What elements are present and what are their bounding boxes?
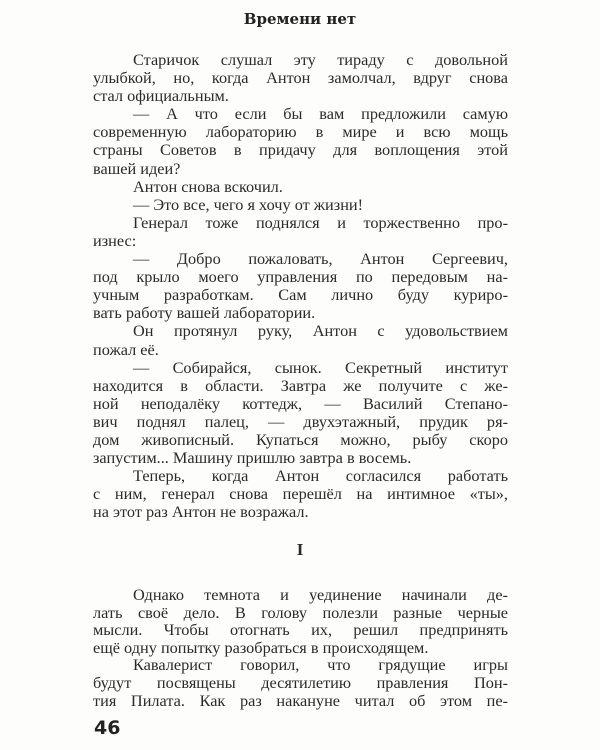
- text-line: — Добро пожаловать, Антон Сергеевич,: [133, 249, 508, 269]
- text-line: находится в области. Завтра же получите с же-: [93, 375, 508, 395]
- text-line: Теперь, когда Антон согласился работать: [133, 466, 508, 486]
- text-line: — А что если бы вам предложили самую: [133, 104, 508, 124]
- text-line: пожал её.: [93, 339, 159, 359]
- text-line: с ним, генерал снова перешёл на интимное «ты»,: [93, 484, 508, 504]
- text-line: лать своё дело. В голову полезли разные черные: [93, 602, 508, 622]
- text-line: на этот раз Антон не возражал.: [93, 502, 309, 522]
- text-line: вать работу вашей лаборатории.: [93, 303, 316, 323]
- text-line: под крыло моего управления по передовым на-: [93, 267, 508, 287]
- text-line: мысли. Чтобы отогнать их, решил предпринять: [93, 620, 508, 640]
- text-line: будут посвящены десятилетию правления Пон-: [93, 672, 508, 692]
- text-line: запустим... Машину пришлю завтра в восемь.: [93, 448, 412, 468]
- text-line: Однако темнота и уединение начинали де-: [133, 585, 508, 604]
- text-line: тия Пилата. Как раз накануне читал об этом пе-: [93, 690, 508, 710]
- text-line: Кавалерист говорил, что грядущие игры: [133, 655, 508, 675]
- text-line: — Собирайся, сынок. Секретный институт: [133, 357, 508, 377]
- text-line: учным разработкам. Сам лично буду куриро-: [93, 285, 508, 305]
- text-line: вич поднял палец, — двухэтажный, прудик ря-: [93, 411, 508, 431]
- text-line: ещё одну попытку разобраться в происходящем.: [93, 637, 429, 657]
- page-number: 46: [94, 717, 121, 739]
- text-line: ной неподалёку коттедж, — Василий Степано-: [93, 393, 508, 413]
- section-mark: I: [296, 540, 304, 559]
- text-line: Он протянул руку, Антон с удовольствием: [133, 321, 508, 341]
- text-line: Антон снова вскочил.: [133, 176, 283, 196]
- text-line: изнес:: [93, 230, 137, 250]
- text-line: вашей идеи?: [93, 158, 181, 178]
- text-line: Генерал тоже поднялся и торжественно про-: [133, 212, 508, 232]
- text-line: стал официальным.: [93, 86, 229, 106]
- text-block-2: [93, 586, 508, 709]
- text-block-1: [93, 51, 508, 521]
- running-head: Времени нет: [243, 10, 357, 28]
- text-line: Старичок слушал эту тираду с довольной: [133, 50, 508, 69]
- text-line: дом живописный. Купаться можно, рыбу скоро: [93, 429, 508, 449]
- text-line: — Это все, чего я хочу от жизни!: [133, 194, 364, 214]
- text-line: страны Советов в придачу для воплощения этой: [93, 140, 508, 160]
- text-line: современную лабораторию в мире и всю мощь: [93, 122, 508, 142]
- text-line: улыбкой, но, когда Антон замолчал, вдруг снова: [93, 68, 508, 88]
